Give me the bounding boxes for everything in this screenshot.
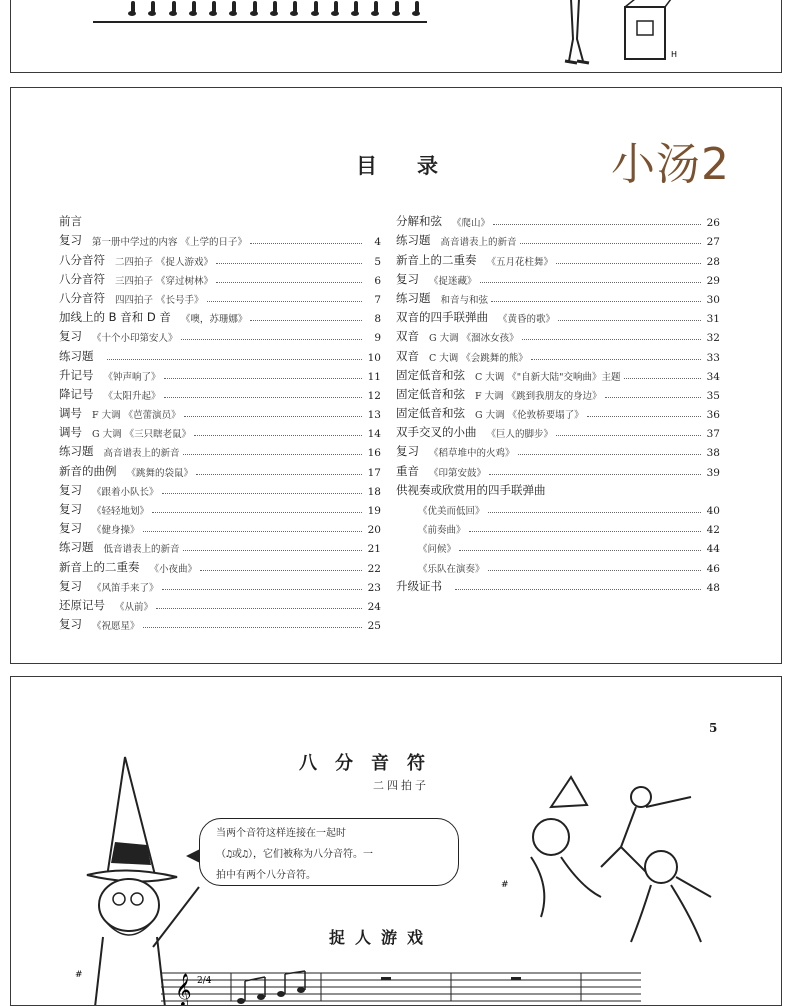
toc-entry — [59, 594, 381, 613]
speech-bubble — [199, 818, 459, 886]
toc-entry — [59, 555, 381, 574]
toc-entry — [396, 402, 720, 421]
toc-entry-page: 20 — [367, 524, 381, 537]
toc-entry-category: 降记号 — [59, 386, 94, 401]
toc-entry-description: 和音与和弦 — [440, 294, 489, 306]
toc-leader-dots — [164, 396, 362, 398]
toc-entry-page: 16 — [367, 447, 381, 460]
toc-entry-description: 《健身操》 — [92, 525, 140, 537]
toc-entry-description: C 大调 《"自新大陆"交响曲》主题 — [475, 371, 621, 383]
toc-leader-dots — [605, 396, 701, 398]
toc-entry-description: 《钟声响了》 — [103, 371, 161, 383]
toc-entry-category: 固定低音和弦 — [396, 386, 465, 401]
svg-text:#: # — [75, 970, 83, 980]
toc-entry-category: 加线上的 B 音和 D 音 — [59, 310, 171, 325]
toc-entry-page: 33 — [706, 351, 720, 364]
toc-entry — [59, 613, 381, 632]
toc-entry-category: 八分音符 — [59, 271, 105, 286]
toc-entry-description: 《噢，苏珊娜》 — [180, 314, 248, 326]
cartoon-figure-illustration — [563, 0, 693, 69]
toc-leader-dots — [184, 415, 362, 417]
toc-leader-dots — [531, 358, 701, 360]
toc-entry — [396, 325, 720, 344]
toc-entry-description: 《乐队在演奏》 — [418, 563, 485, 575]
toc-entry — [59, 325, 381, 344]
song-title: 捉人游戏 — [329, 928, 434, 947]
toc-left-column — [59, 210, 381, 632]
toc-entry-description: 《祝愿星》 — [92, 621, 140, 633]
toc-leader-dots — [455, 588, 701, 590]
toc-entry — [396, 248, 720, 267]
toc-entry-description: F 大调 《跳到我朋友的身边》 — [475, 390, 602, 402]
toc-entry-category: 复习 — [396, 271, 419, 286]
toc-leader-dots — [469, 530, 701, 532]
toc-entry-page: 28 — [706, 255, 720, 268]
toc-leader-dots — [216, 281, 362, 283]
wizard-illustration — [67, 747, 207, 1006]
toc-entry-description: 低音谱表上的新音 — [103, 544, 180, 556]
toc-entry-page: 42 — [706, 524, 720, 537]
toc-leader-dots — [200, 569, 362, 571]
toc-entry — [59, 498, 381, 517]
toc-entry-category: 练习题 — [59, 444, 94, 459]
toc-leader-dots — [156, 607, 362, 609]
toc-entry-page: 19 — [367, 505, 381, 517]
toc-entry — [59, 344, 381, 363]
toc-leader-dots — [489, 473, 701, 475]
bubble-line: （♫或♫），它们被称为八分音符。一 — [216, 849, 374, 860]
toc-leader-dots — [558, 319, 701, 321]
toc-entry — [396, 210, 720, 229]
toc-entry-page: 6 — [374, 274, 381, 287]
toc-title: 目录 — [356, 153, 478, 178]
toc-leader-dots — [216, 262, 362, 264]
toc-leader-dots — [250, 242, 362, 244]
toc-entry-page: 22 — [367, 562, 381, 575]
toc-entry — [396, 459, 720, 478]
toc-entry — [396, 268, 720, 287]
lesson-title: 八分音符 — [299, 753, 443, 774]
toc-entry — [396, 383, 720, 402]
toc-entry-category: 新音的曲例 — [59, 463, 117, 478]
toc-entry-description: 高音谱表上的新音 — [440, 237, 517, 249]
toc-leader-dots — [518, 453, 701, 455]
toc-entry-page: 31 — [706, 313, 720, 326]
toc-leader-dots — [250, 319, 362, 321]
toc-leader-dots — [488, 569, 701, 571]
toc-entry — [59, 421, 381, 440]
toc-entry-description: G 大调 《三只瞎老鼠》 — [92, 429, 192, 441]
toc-entry-description: 《黄昏的歌》 — [498, 314, 556, 326]
toc-entry-category: 复习 — [396, 444, 419, 459]
toc-entry-category: 双音 — [396, 348, 419, 363]
toc-entry — [396, 229, 720, 248]
toc-entry-category: 练习题 — [59, 540, 94, 555]
toc-entry-category: 八分音符 — [59, 290, 105, 305]
toc-entry-description: 二四拍子 《捉人游戏》 — [115, 256, 214, 268]
toc-leader-dots — [556, 262, 701, 264]
toc-entry-category: 复习 — [59, 233, 82, 248]
toc-entry — [396, 517, 720, 536]
toc-entry-description: 《印第安鼓》 — [429, 467, 487, 479]
toc-leader-dots — [183, 453, 362, 455]
toc-entry — [396, 536, 720, 555]
toc-entry-description: 《爬山》 — [452, 218, 491, 230]
bubble-line: 当两个音符这样连接在一起时 — [216, 828, 346, 839]
toc-entry-category: 复习 — [59, 482, 82, 497]
toc-leader-dots — [152, 511, 362, 513]
toc-entry-page: 32 — [706, 332, 720, 345]
toc-entry-description: 三四拍子 《穿过树林》 — [115, 275, 214, 287]
toc-entry-page: 11 — [367, 370, 381, 383]
toc-entry-category: 升级证书 — [396, 578, 442, 593]
toc-entry-page: 9 — [374, 332, 381, 345]
toc-entry-description: 高音谱表上的新音 — [103, 448, 180, 460]
toc-entry-description: G 大调 《伦敦桥要塌了》 — [475, 410, 584, 422]
watermark-label: 小汤2 — [611, 139, 730, 190]
toc-entry-page: 23 — [367, 581, 381, 594]
toc-entry — [59, 536, 381, 555]
toc-entry-description: 《稻草堆中的火鸡》 — [429, 448, 515, 460]
toc-entry-page: 12 — [367, 389, 381, 402]
toc-right-column — [396, 210, 720, 594]
toc-entry-category: 复习 — [59, 329, 82, 344]
toc-entry-category: 练习题 — [59, 348, 94, 363]
toc-entry — [59, 383, 381, 402]
toc-entry — [59, 440, 381, 459]
toc-leader-dots — [556, 434, 701, 436]
toc-leader-dots — [143, 626, 362, 628]
toc-entry — [396, 364, 720, 383]
toc-entry — [396, 555, 720, 574]
toc-entry — [59, 517, 381, 536]
toc-entry-category: 八分音符 — [59, 252, 105, 267]
toc-entry-category: 升记号 — [59, 367, 94, 382]
toc-entry-category: 复习 — [59, 502, 82, 516]
toc-entry — [59, 210, 381, 229]
toc-entry-description: F 大调 《芭蕾演员》 — [92, 410, 181, 422]
toc-leader-dots — [491, 300, 701, 302]
bubble-line: 拍中有两个八分音符。 — [216, 870, 316, 881]
elves-illustration — [491, 767, 721, 947]
toc-entry-category: 分解和弦 — [396, 214, 442, 229]
toc-entry-page: 21 — [367, 543, 381, 556]
toc-leader-dots — [143, 530, 362, 532]
toc-entry-category: 复习 — [59, 578, 82, 593]
toc-entry-category: 调号 — [59, 425, 82, 440]
toc-entry-page: 44 — [706, 543, 720, 556]
toc-entry-description: 《跳舞的袋鼠》 — [126, 467, 194, 479]
toc-entry-category: 前言 — [59, 214, 82, 229]
toc-entry — [396, 344, 720, 363]
toc-entry-description: 《轻轻地划》 — [92, 506, 150, 517]
page-number: 5 — [709, 721, 718, 735]
toc-entry-description: 《问候》 — [418, 544, 457, 556]
toc-entry-page: 25 — [367, 620, 381, 633]
toc-entry-description: 《巨人的脚步》 — [486, 429, 554, 441]
toc-entry-category: 调号 — [59, 406, 82, 421]
toc-entry-description: C 大调 《会跳舞的熊》 — [429, 352, 528, 364]
toc-entry-page: 36 — [706, 409, 720, 422]
toc-entry-description: 《从前》 — [115, 601, 154, 613]
toc-leader-dots — [488, 511, 701, 513]
toc-entry-page: 10 — [367, 351, 381, 364]
toc-entry-page: 17 — [367, 466, 381, 479]
music-staff — [161, 969, 641, 1006]
toc-entry-category: 练习题 — [396, 290, 431, 305]
toc-entry-description: 《小夜曲》 — [149, 563, 198, 575]
toc-entry-category: 新音上的二重奏 — [59, 559, 140, 574]
toc-entry-description: 四四拍子 《长号手》 — [115, 294, 204, 306]
toc-leader-dots — [162, 588, 362, 590]
toc-leader-dots — [194, 434, 362, 436]
toc-leader-dots — [183, 549, 362, 551]
toc-entry — [396, 287, 720, 306]
toc-entry-category: 双音的四手联弹曲 — [396, 310, 488, 325]
toc-entry-page: 8 — [374, 313, 381, 326]
toc-entry — [396, 440, 720, 459]
toc-entry-page: 46 — [706, 562, 720, 575]
toc-entry-category: 固定低音和弦 — [396, 367, 465, 382]
toc-entry-description: 《五月花柱舞》 — [486, 256, 554, 268]
toc-entry — [59, 575, 381, 594]
toc-entry-category: 还原记号 — [59, 597, 105, 612]
toc-entry — [396, 421, 720, 440]
toc-leader-dots — [520, 242, 701, 244]
toc-entry — [59, 229, 381, 248]
toc-entry — [59, 479, 381, 498]
toc-leader-dots — [181, 338, 362, 340]
svg-text:H: H — [671, 50, 678, 59]
toc-entry — [59, 306, 381, 325]
toc-entry-description: 《优美而低回》 — [418, 506, 485, 517]
music-staff-strip — [93, 0, 427, 23]
toc-entry — [59, 459, 381, 478]
toc-leader-dots — [107, 358, 363, 360]
toc-entry-page: 24 — [367, 600, 381, 613]
toc-entry — [59, 268, 381, 287]
toc-leader-dots — [493, 223, 701, 225]
toc-entry-description: 《十个小印第安人》 — [92, 333, 178, 345]
toc-entry-page: 35 — [706, 389, 720, 402]
toc-entry — [396, 498, 720, 517]
toc-entry-page: 5 — [374, 255, 381, 268]
toc-leader-dots — [624, 377, 701, 379]
toc-entry-description: 《风笛手来了》 — [92, 582, 159, 594]
toc-entry-description: G 大调 《溜冰女孩》 — [429, 333, 519, 345]
toc-entry-category: 复习 — [59, 617, 82, 632]
toc-entry — [396, 575, 720, 594]
toc-entry-page: 34 — [706, 370, 720, 383]
toc-entry-page: 27 — [706, 236, 720, 249]
previous-page-panel — [10, 0, 782, 73]
toc-leader-dots — [164, 377, 362, 379]
toc-entry-page: 40 — [706, 505, 720, 517]
lesson-subtitle: 二四拍子 — [373, 779, 429, 792]
toc-entry-category: 复习 — [59, 521, 82, 536]
svg-text:#: # — [501, 880, 509, 890]
toc-leader-dots — [459, 549, 701, 551]
toc-entry-description: 《前奏曲》 — [418, 525, 466, 537]
toc-entry-page: 38 — [706, 447, 720, 460]
toc-entry-description: 第一册中学过的内容 《上学的日子》 — [92, 237, 248, 249]
toc-entry — [396, 479, 720, 498]
toc-entry-page: 37 — [706, 428, 720, 441]
toc-entry-page: 4 — [374, 236, 381, 249]
toc-entry-description: 《跟着小队长》 — [92, 486, 159, 498]
toc-leader-dots — [196, 473, 362, 475]
toc-leader-dots — [207, 300, 362, 302]
note-row — [131, 1, 419, 17]
toc-entry-category: 双音 — [396, 329, 419, 344]
toc-entry-page: 30 — [706, 293, 720, 306]
toc-entry-page: 48 — [706, 581, 720, 594]
toc-entry-category: 供视奏或欣赏用的四手联弹曲 — [396, 482, 546, 497]
toc-leader-dots — [522, 338, 701, 340]
toc-leader-dots — [162, 492, 362, 494]
toc-entry — [59, 402, 381, 421]
toc-entry-page: 39 — [706, 466, 720, 479]
toc-entry-category: 重音 — [396, 463, 419, 478]
toc-entry — [396, 306, 720, 325]
toc-entry — [59, 248, 381, 267]
toc-entry-page: 13 — [367, 409, 381, 422]
toc-entry-page: 14 — [367, 428, 381, 441]
toc-leader-dots — [587, 415, 701, 417]
toc-entry-page: 29 — [706, 274, 720, 287]
toc-entry-page: 18 — [367, 485, 381, 498]
toc-entry-description: 《太阳升起》 — [103, 390, 161, 402]
toc-entry-category: 固定低音和弦 — [396, 406, 465, 421]
time-signature: 2/4 — [197, 976, 212, 986]
table-of-contents-panel — [10, 87, 782, 664]
toc-leader-dots — [480, 281, 701, 283]
toc-entry-category: 新音上的二重奏 — [396, 252, 477, 267]
lesson-page-panel — [10, 676, 782, 1006]
toc-entry-description: 《捉迷藏》 — [429, 275, 477, 287]
toc-entry-category: 双手交叉的小曲 — [396, 425, 477, 440]
toc-entry — [59, 287, 381, 306]
toc-entry-page: 26 — [706, 217, 720, 230]
svg-text:𝄞: 𝄞 — [175, 973, 192, 1006]
toc-entry-page: 7 — [374, 293, 381, 306]
toc-entry-category: 练习题 — [396, 233, 431, 248]
toc-entry — [59, 364, 381, 383]
